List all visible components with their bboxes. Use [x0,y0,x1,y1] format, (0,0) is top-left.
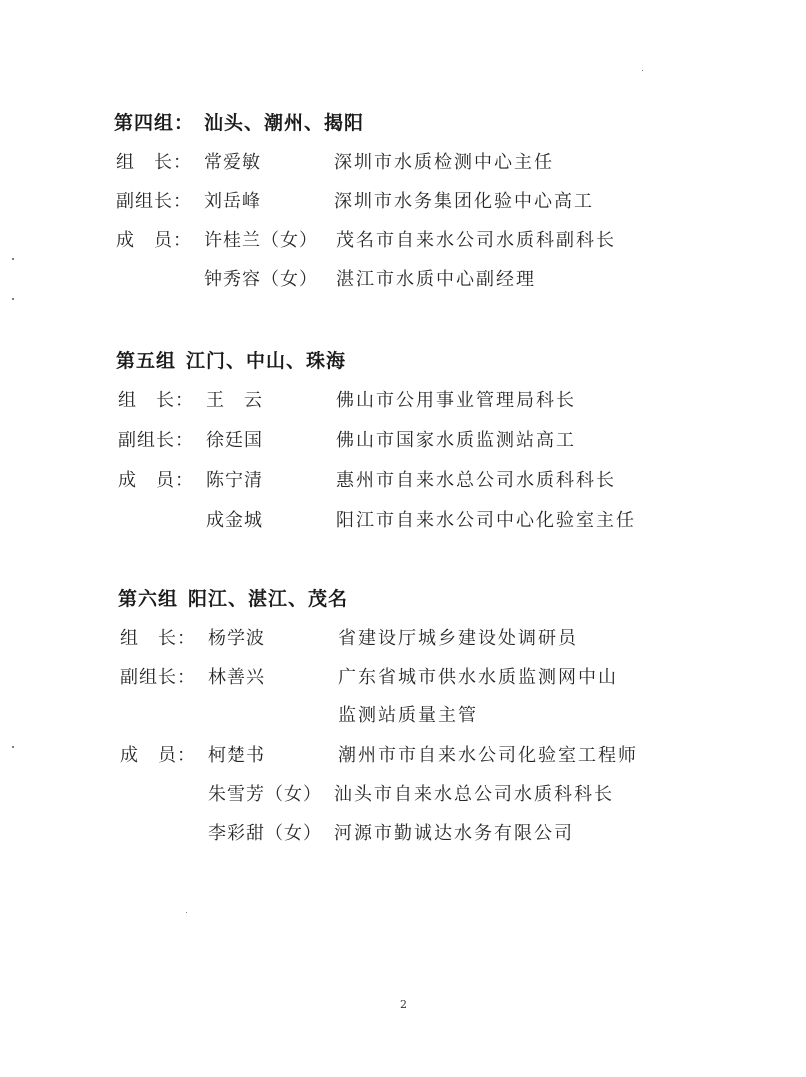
member-name: 徐廷国 [206,430,263,451]
member-title: 佛山市国家水质监测站高工 [336,430,576,451]
member-title: 惠州市自来水总公司水质科科长 [336,470,616,491]
member-title: 茂名市自来水公司水质科副科长 [336,230,616,251]
group-5-title [116,346,346,373]
member-name: 朱雪芳（女） [208,784,322,805]
group-5-places: 江门、中山、珠海 [186,350,347,372]
member-title: 河源市勤诚达水务有限公司 [334,823,574,844]
member-title: 监测站质量主管 [338,705,478,726]
member-name: 陈宁清 [206,470,263,491]
scan-speck [12,258,14,260]
group-4-label: 第四组： [114,112,195,134]
member-title: 湛江市水质中心副经理 [336,269,536,290]
role-label: 组 长： [116,152,192,173]
role-label: 成 员： [116,230,192,251]
scan-speck [642,70,643,71]
member-name: 李彩甜（女） [208,823,322,844]
member-title: 阳江市自来水公司中心化验室主任 [336,510,636,531]
role-label: 组 长： [120,628,196,649]
scan-speck [186,912,187,913]
group-5-label: 第五组 [116,350,177,372]
member-name: 常爱敏 [204,152,261,173]
member-name: 钟秀容（女） [204,269,318,290]
member-name: 成金城 [206,510,263,531]
member-name: 林善兴 [208,667,265,688]
member-title: 佛山市公用事业管理局科长 [336,390,576,411]
member-title: 深圳市水质检测中心主任 [334,152,554,173]
group-6-label: 第六组 [118,588,179,610]
group-6-title [118,584,348,611]
member-name: 许桂兰（女） [204,230,318,251]
member-name: 柯楚书 [208,745,265,766]
group-4-title [114,108,364,135]
member-name: 王 云 [206,390,263,411]
scan-speck [12,746,14,748]
member-title: 深圳市水务集团化验中心高工 [334,191,594,212]
role-label: 副组长： [118,430,194,451]
member-name: 杨学波 [208,628,265,649]
member-title: 广东省城市供水水质监测网中山 [338,667,618,688]
member-title: 汕头市自来水总公司水质科科长 [334,784,614,805]
role-label: 副组长： [116,191,192,212]
member-name: 刘岳峰 [204,191,261,212]
page-number: 2 [400,998,407,1011]
group-6-places: 阳江、湛江、茂名 [188,588,349,610]
role-label: 成 员： [120,745,196,766]
role-label: 成 员： [118,470,194,491]
scan-speck [12,298,14,300]
member-title: 省建设厅城乡建设处调研员 [338,628,578,649]
role-label: 副组长： [120,667,196,688]
member-title: 潮州市市自来水公司化验室工程师 [338,745,638,766]
group-4-places: 汕头、潮州、揭阳 [204,112,365,134]
role-label: 组 长： [118,390,194,411]
